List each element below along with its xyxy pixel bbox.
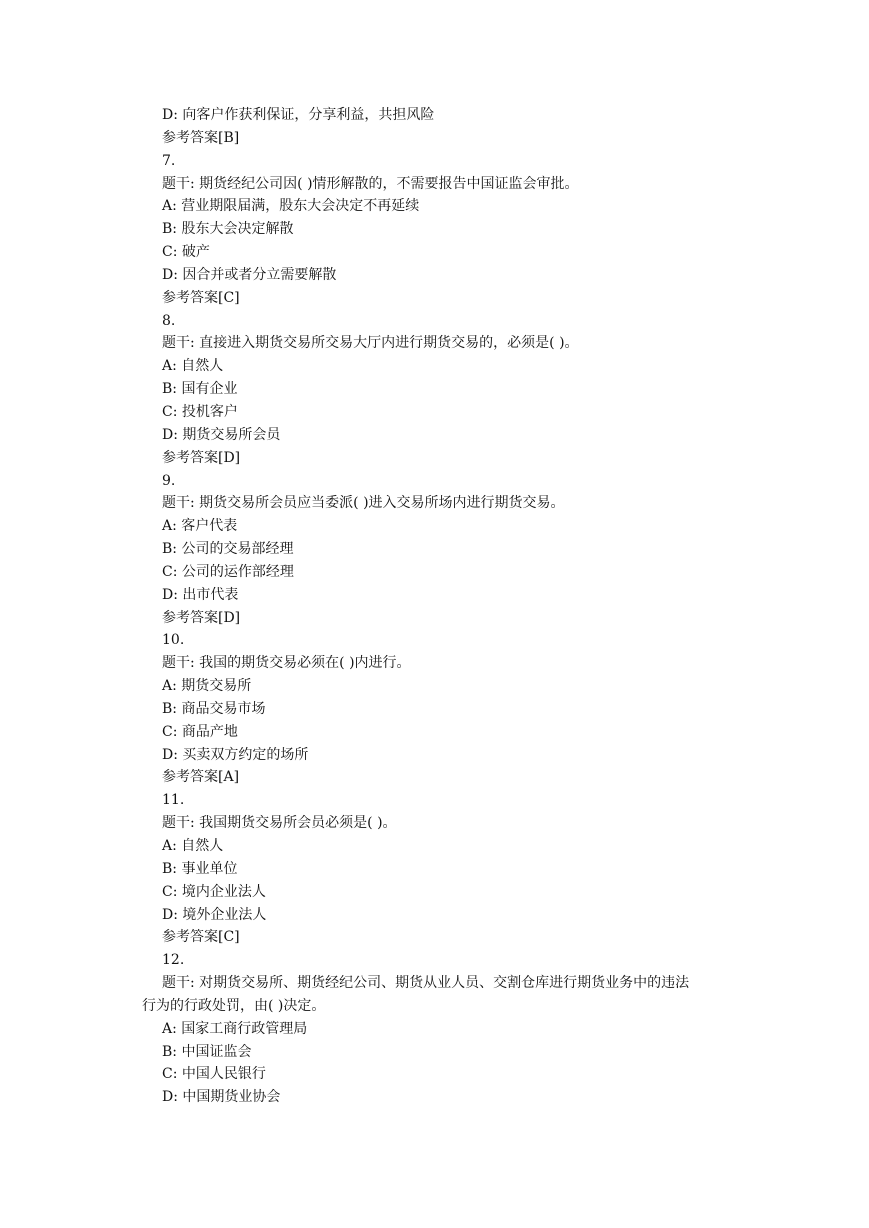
answer-text: 参考答案[D] <box>162 449 241 466</box>
option-text: D: 期货交易所会员 <box>162 426 281 443</box>
option-text: C: 商品产地 <box>162 723 238 740</box>
option-text: C: 投机客户 <box>162 403 238 420</box>
option-text: C: 公司的运作部经理 <box>162 563 294 580</box>
question-number: 10. <box>162 632 185 649</box>
option-text: D: 境外企业法人 <box>162 906 267 923</box>
option-text: C: 境内企业法人 <box>162 883 266 900</box>
question-number: 12. <box>162 952 185 969</box>
option-text: B: 商品交易市场 <box>162 700 266 717</box>
question-stem-line-2: 行为的行政处罚，由( )决定。 <box>142 997 326 1014</box>
option-text: C: 破产 <box>162 244 210 261</box>
question-stem: 题干: 期货交易所会员应当委派( )进入交易所场内进行期货交易。 <box>162 495 565 512</box>
option-text: D: 中国期货业协会 <box>162 1089 281 1106</box>
option-text: D: 因合并或者分立需要解散 <box>162 266 337 283</box>
option-text: A: 自然人 <box>162 838 224 854</box>
option-text: C: 中国人民银行 <box>162 1066 266 1083</box>
answer-text: 参考答案[B] <box>162 129 240 146</box>
option-text: B: 中国证监会 <box>162 1043 252 1060</box>
option-text: B: 事业单位 <box>162 860 238 877</box>
question-number: 11. <box>162 792 185 809</box>
question-stem: 题干: 直接进入期货交易所交易大厅内进行期货交易的，必须是( )。 <box>162 335 579 352</box>
question-stem-line-1: 题干: 对期货交易所、期货经纪公司、期货从业人员、交割仓库进行期货业务中的违法 <box>162 975 690 992</box>
option-text: A: 客户代表 <box>162 518 238 535</box>
question-number: 7. <box>162 152 176 169</box>
answer-text: 参考答案[C] <box>162 929 240 946</box>
option-text: A: 自然人 <box>162 358 224 375</box>
option-text: B: 股东大会决定解散 <box>162 221 294 238</box>
answer-text: 参考答案[D] <box>162 609 241 626</box>
question-stem: 题干: 期货经纪公司因( )情形解散的，不需要报告中国证监会审批。 <box>162 175 579 192</box>
question-list <box>142 104 762 1109</box>
option-text: B: 公司的交易部经理 <box>162 541 294 558</box>
option-text: A: 营业期限届满，股东大会决定不再延续 <box>162 198 420 215</box>
option-text: B: 国有企业 <box>162 381 238 398</box>
question-stem: 题干: 我国的期货交易必须在( )内进行。 <box>162 655 411 672</box>
question-stem: 题干: 我国期货交易所会员必须是( )。 <box>162 815 397 832</box>
option-text: D: 出市代表 <box>162 586 239 603</box>
answer-text: 参考答案[C] <box>162 289 240 306</box>
option-text: D: 向客户作获利保证，分享利益，共担风险 <box>162 107 435 123</box>
option-text: A: 期货交易所 <box>162 678 252 695</box>
option-text: D: 买卖双方约定的场所 <box>162 746 309 763</box>
answer-text: 参考答案[A] <box>162 769 240 786</box>
question-number: 9. <box>162 472 176 489</box>
question-number: 8. <box>162 312 176 329</box>
option-text: A: 国家工商行政管理局 <box>162 1020 308 1037</box>
